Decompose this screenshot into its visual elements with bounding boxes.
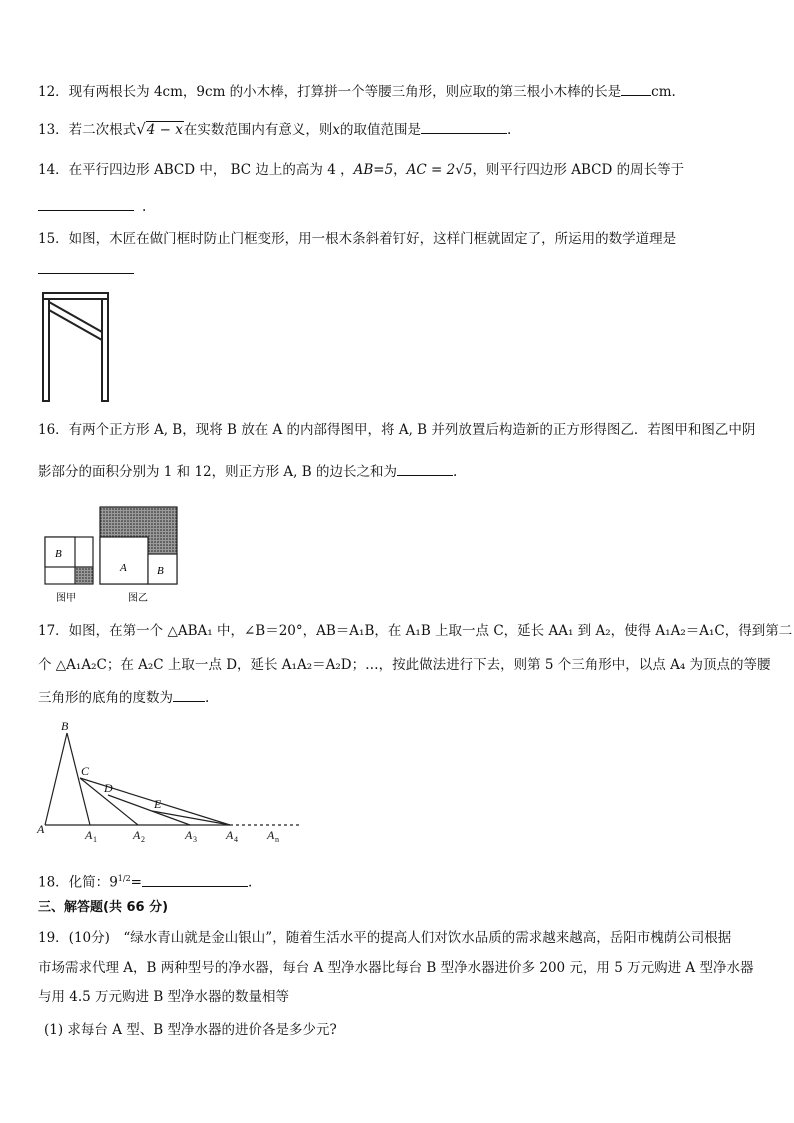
question-19-line-1 bbox=[38, 929, 731, 947]
q19-line2: 市场需求代理 A，B 两种型号的净水器，每台 A 型净水器比每台 B 型净水器进价多 200 元，用 5 万元购进 A 型净水器 bbox=[38, 960, 754, 976]
label-a4-sub: 4 bbox=[234, 835, 238, 844]
label-a2-sub: 2 bbox=[141, 835, 145, 844]
label-an: A bbox=[267, 828, 275, 842]
q13-radicand: 4 − x bbox=[146, 122, 183, 138]
question-17-line-3 bbox=[38, 689, 209, 707]
question-17-line-1 bbox=[38, 622, 792, 640]
door-top-beam bbox=[43, 293, 108, 299]
q16-end: . bbox=[452, 464, 458, 480]
q17-line1: 17．如图，在第一个 △ABA₁ 中，∠B＝20°，AB＝A₁B，在 A₁B 上取一点 C，延长 AA₁ 到 A₂，使得 A₁A₂＝A₁C，得到第二 bbox=[38, 623, 793, 639]
question-19-line-3 bbox=[38, 988, 289, 1006]
q14-ab: AB=5 bbox=[353, 162, 394, 178]
shaded-region-jia bbox=[75, 567, 93, 584]
q17-line3: 三角形的底角的度数为 bbox=[38, 690, 173, 706]
label-a: A bbox=[37, 822, 45, 836]
q18-text: 18．化简： bbox=[38, 874, 110, 891]
q16-line1: 16．有两个正方形 A, B，现将 B 放在 A 的内部得图甲，将 A, B 并列放置后构造新的正方形得图乙．若图甲和图乙中阴 bbox=[38, 422, 756, 438]
question-14 bbox=[38, 161, 684, 179]
q14-ac: AC = 2√5 bbox=[406, 162, 473, 178]
square-a-yi bbox=[100, 537, 148, 584]
label-jia: 图甲 bbox=[56, 593, 76, 604]
q18-base: 9 bbox=[109, 874, 118, 891]
q19-line3: 与用 4.5 万元购进 B 型净水器的数量相等 bbox=[38, 989, 290, 1005]
q12-text: 12．现有两根长为 4cm，9cm 的小木棒，打算拼一个等腰三角形，则应取的第三根小木棒的长是 bbox=[38, 84, 622, 100]
label-a-yi: A bbox=[120, 562, 127, 574]
q14-end: . bbox=[142, 199, 147, 215]
question-16-line-1 bbox=[38, 421, 755, 439]
q13-text: 13．若二次根式 bbox=[38, 122, 137, 138]
q18-exponent: 1/2 bbox=[117, 874, 131, 883]
label-yi: 图乙 bbox=[128, 593, 148, 604]
question-18 bbox=[38, 870, 252, 892]
q16-line2: 影部分的面积分别为 1 和 12，则正方形 A, B 的边长之和为 bbox=[38, 464, 397, 480]
question-13 bbox=[38, 120, 511, 139]
triangle-chain-figure bbox=[30, 715, 320, 850]
question-14-answer-line bbox=[38, 198, 146, 216]
q15-text: 15．如图，木匠在做门框时防止门框变形，用一根木条斜着钉好，这样门框就固定了，所运用的数学道理是 bbox=[38, 231, 677, 247]
q13-text-2: 在实数范围内有意义，则 bbox=[183, 122, 333, 138]
q12-unit: cm. bbox=[651, 84, 676, 100]
label-e: E bbox=[154, 797, 162, 811]
sqrt-sign: √ bbox=[136, 120, 146, 138]
label-a3-sub: 3 bbox=[193, 835, 197, 844]
q17-end: . bbox=[205, 690, 210, 706]
label-b-jia: B bbox=[55, 548, 62, 560]
label-b: B bbox=[61, 719, 69, 733]
answer-blank bbox=[397, 463, 453, 476]
label-a4: A bbox=[226, 828, 234, 842]
question-17-line-2 bbox=[38, 656, 771, 674]
door-right-post bbox=[102, 293, 108, 401]
q13-text-3: 的取值范围是 bbox=[339, 122, 421, 138]
q14-comma: ， bbox=[393, 162, 407, 178]
q19-sub1: (1) 求每台 A 型、B 型净水器的进价各是多少元? bbox=[44, 1022, 337, 1038]
answer-blank bbox=[621, 83, 651, 96]
answer-blank bbox=[142, 874, 248, 887]
segment-ba1 bbox=[67, 733, 90, 825]
q14-text: 14．在平行四边形 ABCD 中， BC 边上的高为 4 ， bbox=[38, 162, 354, 178]
diagonal-brace bbox=[49, 302, 102, 340]
q18-eq: = bbox=[130, 874, 142, 891]
answer-blank bbox=[38, 198, 134, 211]
answer-blank bbox=[173, 689, 205, 702]
question-15 bbox=[38, 230, 676, 248]
label-a2: A bbox=[133, 828, 141, 842]
label-a1-sub: 1 bbox=[93, 835, 97, 844]
answer-blank bbox=[38, 261, 134, 274]
question-12 bbox=[38, 83, 676, 101]
section-heading: 三、解答题(共 66 分) bbox=[38, 900, 169, 915]
q17-line2: 个 △A₁A₂C；在 A₂C 上取一点 D，延长 A₁A₂＝A₂D；…，按此做法进行下去，则第 5 个三角形中，以点 A₄ 为顶点的等腰 bbox=[38, 657, 771, 673]
question-16-line-2 bbox=[38, 463, 457, 481]
q19-line1: 19．(10分) “绿水青山就是金山银山”，随着生活水平的提高人们对饮水品质的需求越来越高，岳阳市槐荫公司根据 bbox=[38, 930, 732, 946]
label-an-sub: n bbox=[275, 835, 279, 844]
label-c: C bbox=[81, 764, 90, 778]
answer-blank bbox=[421, 121, 507, 134]
label-d: D bbox=[104, 781, 113, 795]
question-19-line-2 bbox=[38, 959, 753, 977]
question-15-answer-line bbox=[38, 261, 134, 279]
squares-figure bbox=[40, 505, 185, 605]
q14-text-2: ，则平行四边形 ABCD 的周长等于 bbox=[472, 162, 685, 178]
label-a1: A bbox=[85, 828, 93, 842]
door-frame-figure bbox=[40, 290, 112, 404]
label-a3: A bbox=[185, 828, 193, 842]
question-19-sub-1 bbox=[44, 1021, 337, 1039]
segment-ab bbox=[45, 733, 67, 825]
q18-end: . bbox=[247, 874, 253, 891]
q13-end: . bbox=[506, 122, 512, 138]
q13-var: x bbox=[332, 122, 340, 138]
label-b-yi: B bbox=[157, 565, 164, 577]
